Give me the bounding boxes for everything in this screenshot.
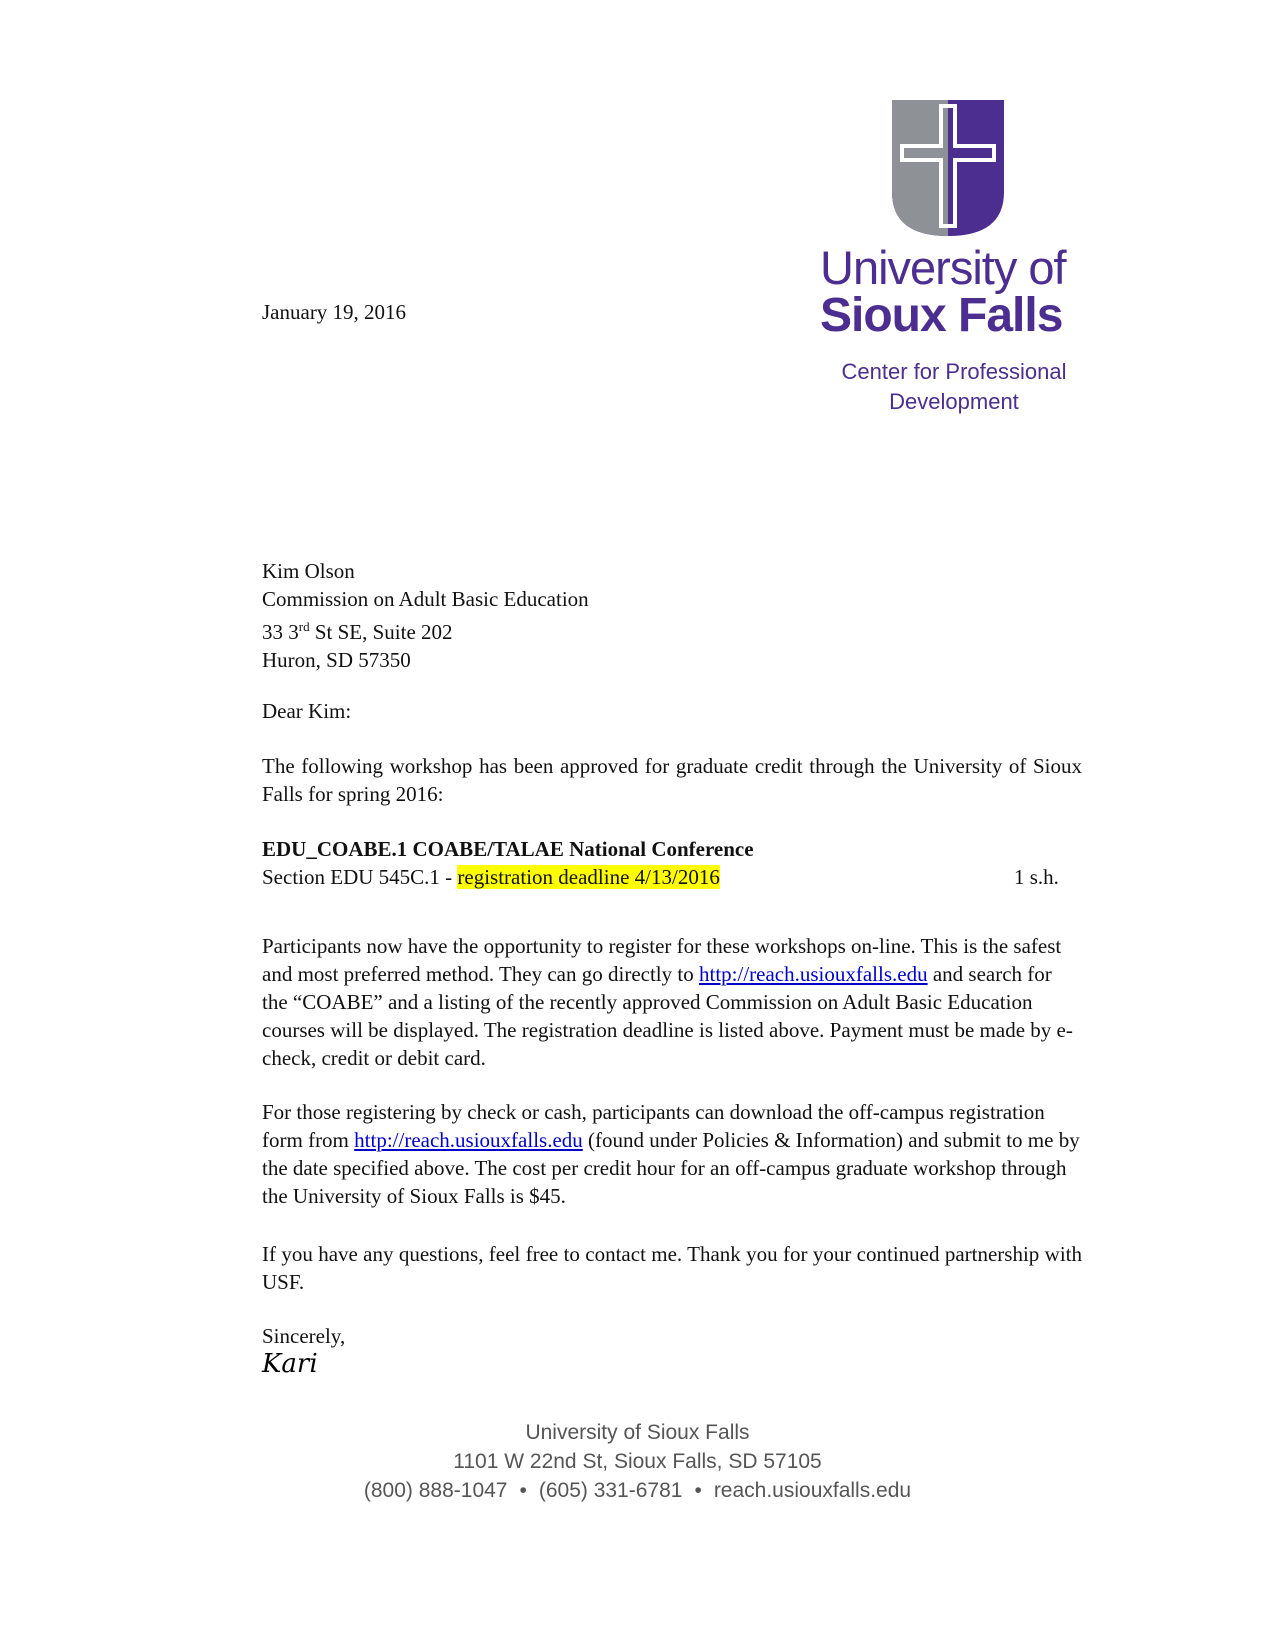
course-section-line (262, 863, 1082, 891)
logo-subtitle-line2: Development (889, 389, 1019, 414)
letterhead-footer (0, 1418, 1275, 1505)
para2-text-before: For those registering by check or cash, participants can download the off-campus registration form from (262, 1100, 1045, 1152)
footer-website: reach.usiouxfalls.edu (713, 1479, 912, 1502)
logo-text-line1: University of (820, 241, 1066, 294)
registration-deadline: registration deadline 4/13/2016 (457, 865, 720, 889)
salutation: Dear Kim: (262, 699, 352, 723)
shield-cross-icon (892, 100, 1004, 236)
closing-paragraph: If you have any questions, feel free to contact me. Thank you for your continued partnership with USF. (262, 1242, 1082, 1294)
closing-salutation: Sincerely, (262, 1324, 346, 1348)
signature: Kari (262, 1349, 318, 1379)
reach-website-link-2[interactable]: http://reach.usiouxfalls.edu (354, 1128, 583, 1152)
letter-date: January 19, 2016 (262, 300, 407, 324)
logo-text-line2: Sioux Falls (820, 289, 1063, 342)
recipient-organization: Commission on Adult Basic Education (262, 587, 589, 611)
online-registration-paragraph (262, 932, 1082, 1072)
footer-phone-local: (605) 331-6781 (538, 1479, 683, 1502)
footer-separator: • (519, 1479, 527, 1502)
recipient-street (262, 613, 1082, 646)
para1-text-before: Participants now have the opportunity to register for these workshops on-line. This is the safest and most preferred method. They can go directly to (262, 934, 1062, 986)
logo-subtitle (820, 357, 1088, 417)
offcampus-registration-paragraph (262, 1098, 1082, 1210)
street-number: 33 3 (262, 620, 299, 644)
recipient-city: Huron, SD 57350 (262, 648, 411, 672)
footer-institution: University of Sioux Falls (525, 1421, 750, 1444)
intro-paragraph: The following workshop has been approved for graduate credit through the University of Sioux Falls for spring 2016: (262, 754, 1082, 806)
university-logo (820, 100, 1090, 414)
recipient-address (262, 557, 1082, 674)
footer-address: 1101 W 22nd St, Sioux Falls, SD 57105 (453, 1450, 822, 1473)
footer-contact (0, 1476, 1275, 1505)
course-credit: 1 s.h. (1014, 865, 1059, 889)
logo-subtitle-line1: Center for Professional (841, 359, 1067, 384)
street-ordinal: rd (298, 619, 310, 634)
footer-separator: • (694, 1479, 702, 1502)
para2-text-after: (found under Policies & Information) and submit to me by the date specified above. The cost per credit hour for an off-campus graduate workshop through the University of Sioux Falls is $45. (262, 1128, 1080, 1208)
course-title: EDU_COABE.1 COABE/TALAE National Conference (262, 837, 754, 861)
course-listing (262, 835, 1082, 891)
reach-website-link[interactable]: http://reach.usiouxfalls.edu (698, 962, 928, 986)
street-rest: St SE, Suite 202 (309, 620, 453, 644)
course-section: Section EDU 545C.1 - (262, 865, 458, 889)
recipient-name: Kim Olson (262, 559, 355, 583)
para1-text-after: and search for the “COABE” and a listing of the recently approved Commission on Adult Basic Education courses will be displayed. The registration deadline is listed above. Payment must be made by e-check, credit or debit card. (262, 962, 1073, 1070)
footer-phone-tollfree: (800) 888-1047 (363, 1479, 508, 1502)
